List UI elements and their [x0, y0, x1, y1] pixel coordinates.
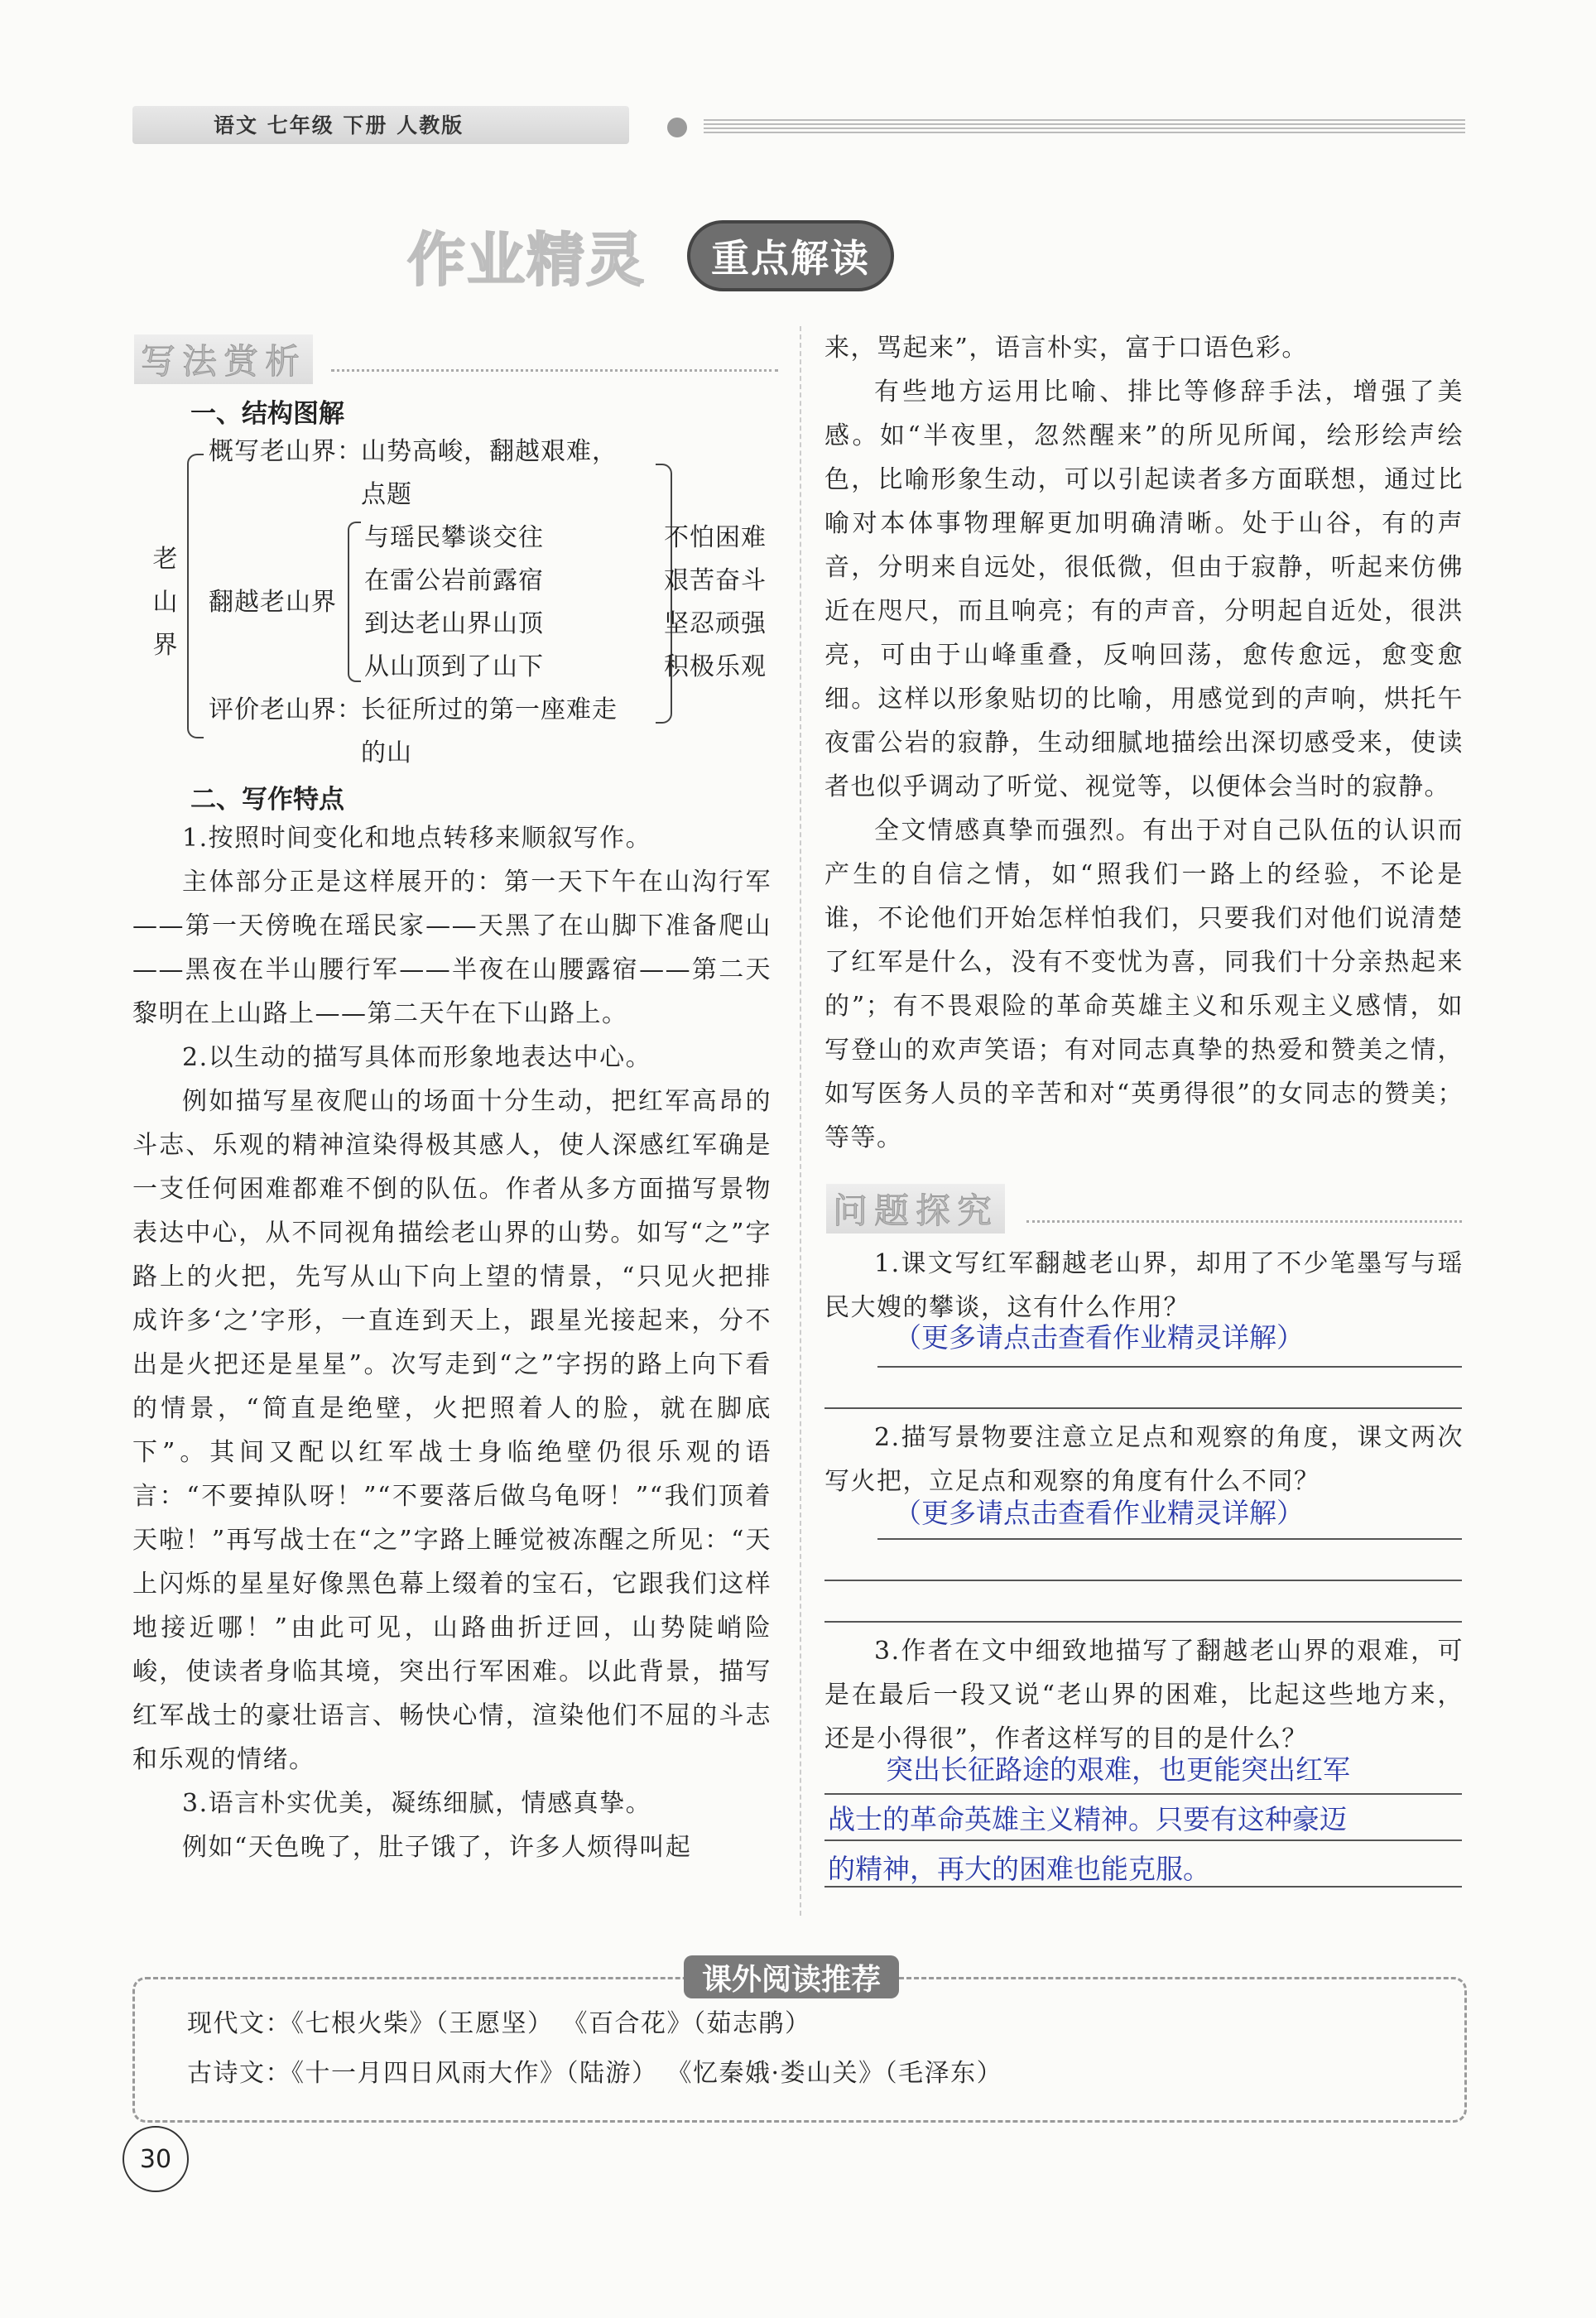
question-3: 3.作者在文中细致地描写了翻越老山界的艰难，可是在最后一段又说“老山界的困难，比起这些地方来，还是小得很”，作者这样写的目的是什么？ — [824, 1637, 1464, 1753]
paragraph: 例如“天色晚了，肚子饿了，许多人烦得叫起 — [182, 1833, 692, 1862]
group3-label: 评价老山界： — [209, 695, 363, 724]
answer-line — [877, 1366, 1462, 1368]
answer-3: 突出长征路途的艰难，也更能突出红军 战士的革命英雄主义精神。只要有这种豪迈 的精神，再大的困难也能克服。 — [828, 1753, 1350, 1885]
section-tab-questions: 问题探究 — [826, 1184, 1005, 1234]
paragraph: 例如描写星夜爬山的场面十分生动，把红军高昂的斗志、乐观的精神渲染得极其感人，使人深感红军确是一支任何困难都难不倒的队伍。作者从多方面描写景物表达中心，从不同视角描绘老山界的山势。如写“之”字路上的火把，先写从山下向上望的情景，“只见火把排成许多‘之’字形，一直连到天上，跟星光接起来，分不出是火把还是星星”。次写走到“之”字拐的路上向下看的情景，“简直是绝壁，火把照着人的脸，就在脚底下”。其间又配以红军战士身临绝壁仍很乐观的语言：“不要掉队呀！”“不要落后做乌龟呀！”“我们顶着天啦！”再写战士在“之”字路上睡觉被冻醒之所见：“天上闪烁的星星好像黑色幕上缀着的宝石，它跟我们这样地接近哪！”由此可见，山路曲折迂回，山势陡峭险峻，使读者身临其境，突出行军困难。以此背景，描写红军战士的豪壮语言、畅快心情，渲染他们不屈的斗志和乐观的情绪。 — [132, 1087, 772, 1774]
answer-line — [824, 1886, 1462, 1888]
divider — [1026, 1220, 1462, 1223]
question-2: 2.描写景物要注意立足点和观察的角度，课文两次写火把，立足点和观察的角度有什么不同？ — [824, 1423, 1464, 1496]
reading-line-modern: 现代文：《七根火柴》（王愿坚） 《百合花》（茹志鹃） — [187, 2009, 811, 2038]
answer-link-1[interactable]: （更多请点击查看作业精灵详解） — [894, 1321, 1304, 1354]
header-title: 语文 七年级 下册 人教版 — [214, 113, 464, 137]
right-body-text — [824, 326, 1464, 1160]
left-brace — [187, 454, 204, 738]
watermark-logo: 作业精灵 — [407, 226, 646, 294]
paragraph: 3.语言朴实优美，凝练细腻，情感真挚。 — [182, 1789, 652, 1818]
diagram-root: 老 山 界 — [152, 545, 179, 660]
subheading-features: 二、写作特点 — [190, 785, 344, 815]
paragraph: 全文情感真挚而强烈。有出于对自己队伍的认识而产生的自信之情，如“照我们一路上的经验，不论是谁，不论他们开始怎样怕我们，只要我们对他们说清楚了红军是什么，没有不变忧为喜，同我们十分亲热起来的”；有不畏艰险的革命英雄主义和乐观主义感情，如写登山的欢声笑语；有对同志真挚的热爱和赞美之情，如写医务人员的辛苦和对“英勇得很”的女同志的赞美；等等。 — [824, 816, 1464, 1152]
structure-diagram — [132, 430, 786, 778]
answer-line — [824, 1407, 1462, 1409]
answer-line — [824, 1839, 1462, 1841]
answer-line — [824, 1621, 1462, 1623]
group3-text: 长征所过的第一座难走 的山 — [361, 695, 618, 767]
answer-line — [877, 1538, 1462, 1540]
group2-items: 与瑶民攀谈交往 在雷公岩前露宿 到达老山界山顶 从山顶到了山下 — [364, 523, 544, 681]
header-dot — [667, 118, 687, 137]
answer-line — [824, 1793, 1462, 1795]
group2-label: 翻越老山界 — [209, 588, 337, 617]
page-number: 30 — [123, 2126, 189, 2192]
answer-link-2[interactable]: （更多请点击查看作业精灵详解） — [894, 1497, 1304, 1529]
reading-tab: 课外阅读推荐 — [684, 1955, 899, 1998]
paragraph: 2.以生动的描写具体而形象地表达中心。 — [182, 1043, 652, 1072]
paragraph: 主体部分正是这样展开的：第一天下午在山沟行军——第一天傍晚在瑶民家——天黑了在山脚下准备爬山——黑夜在半山腰行军——半夜在山腰露宿——第二天黎明在上山路上——第二天午在下山路上。 — [132, 868, 772, 1028]
header-rule-lines — [704, 119, 1465, 136]
spirit-list: 不怕困难 艰苦奋斗 坚忍顽强 积极乐观 — [664, 523, 767, 681]
reading-box — [132, 1977, 1467, 2123]
answer-line — [824, 1580, 1462, 1581]
subheading-structure: 一、结构图解 — [190, 399, 344, 429]
divider — [331, 369, 778, 372]
inner-brace — [348, 522, 361, 682]
paragraph: 有些地方运用比喻、排比等修辞手法，增强了美感。如“半夜里，忽然醒来”的所见所闻，绘形绘声绘色，比喻形象生动，可以引起读者多方面联想，通过比喻对本体事物理解更加明确清晰。处于山谷，有的声音，分明来自远处，很低微，但由于寂静，听起来仿佛近在咫尺，而且响亮；有的声音，分明起自近处，很洪亮，可由于山峰重叠，反响回荡，愈传愈远，愈变愈细。这样以形象贴切的比喻，用感觉到的声响，烘托午夜雷公岩的寂静，生动细腻地描绘出深切感受来，使读者也似乎调动了听觉、视觉等，以便体会当时的寂静。 — [824, 378, 1464, 801]
question-1: 1.课文写红军翻越老山界，却用了不少笔墨写与瑶民大嫂的攀谈，这有什么作用？ — [824, 1249, 1464, 1322]
group1-text: 山势高峻，翻越艰难， 点题 — [361, 437, 618, 509]
group1-label: 概写老山界： — [209, 437, 363, 466]
paragraph: 来，骂起来”，语言朴实，富于口语色彩。 — [824, 334, 1308, 363]
column-divider — [800, 326, 801, 1916]
section-badge: 重点解读 — [687, 220, 894, 291]
section-tab-writing: 写法赏析 — [134, 334, 313, 384]
paragraph: 1.按照时间变化和地点转移来顺叙写作。 — [182, 824, 652, 853]
left-body-text — [132, 816, 772, 1869]
reading-line-classical: 古诗文：《十一月四日风雨大作》（陆游） 《忆秦娥·娄山关》（毛泽东） — [187, 2059, 1003, 2088]
